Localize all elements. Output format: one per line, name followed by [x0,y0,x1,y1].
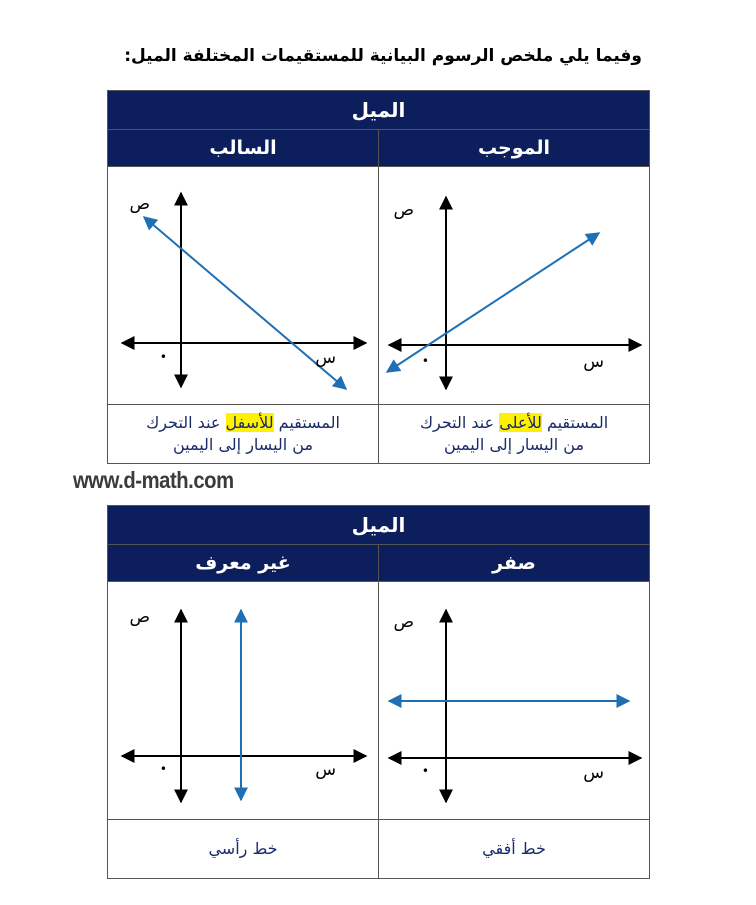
caption-line2: من اليسار إلى اليمين [172,435,314,454]
graph-zero [379,582,649,819]
x-axis-label: س [315,760,336,780]
header-positive: الموجب [379,130,650,167]
origin-dot: • [421,764,429,778]
watermark: www.d-math.com [73,467,234,493]
graph-zero-cell [379,582,650,820]
y-axis-label: ص [393,200,414,220]
caption-line2: من اليسار إلى اليمين [443,435,585,454]
table-title: الميل [108,91,650,130]
origin-dot: • [159,762,167,776]
graph-negative [108,167,378,404]
caption-line1-pre: المستقيم [541,413,609,432]
graph-undefined [108,582,378,819]
y-axis-label: ص [129,607,150,627]
caption-line1-post: عند التحرك [419,413,500,432]
caption-highlight: للأسفل [225,413,274,432]
table-title: الميل [108,506,650,545]
caption-line1-pre: المستقيم [273,413,340,432]
header-undefined: غير معرف [108,545,379,582]
x-axis-label: س [315,348,336,368]
graph-negative-cell [108,167,379,405]
origin-dot: • [421,354,429,368]
origin-dot: • [159,350,167,364]
caption-line1-post: عند التحرك [146,413,226,432]
graph-undefined-cell [108,582,379,820]
slope-table-zero-undefined [107,505,650,879]
caption-highlight: للأعلى [499,413,542,432]
x-axis-label: س [583,352,604,372]
y-axis-label: ص [129,194,150,214]
caption-positive [379,405,650,464]
positive-slope-line [387,233,599,372]
caption-undefined: خط رأسي [108,820,379,879]
x-axis-label: س [583,763,604,783]
graph-positive-cell [379,167,650,405]
intro-heading: وفيما يلي ملخص الرسوم البيانية للمستقيمات المختلفة الميل: [124,46,642,66]
y-axis-label: ص [393,612,414,632]
header-zero: صفر [379,545,650,582]
caption-negative [108,405,379,464]
slope-table-positive-negative [107,90,650,464]
header-negative: السالب [108,130,379,167]
graph-positive [379,167,649,404]
caption-zero: خط أفقي [379,820,650,879]
